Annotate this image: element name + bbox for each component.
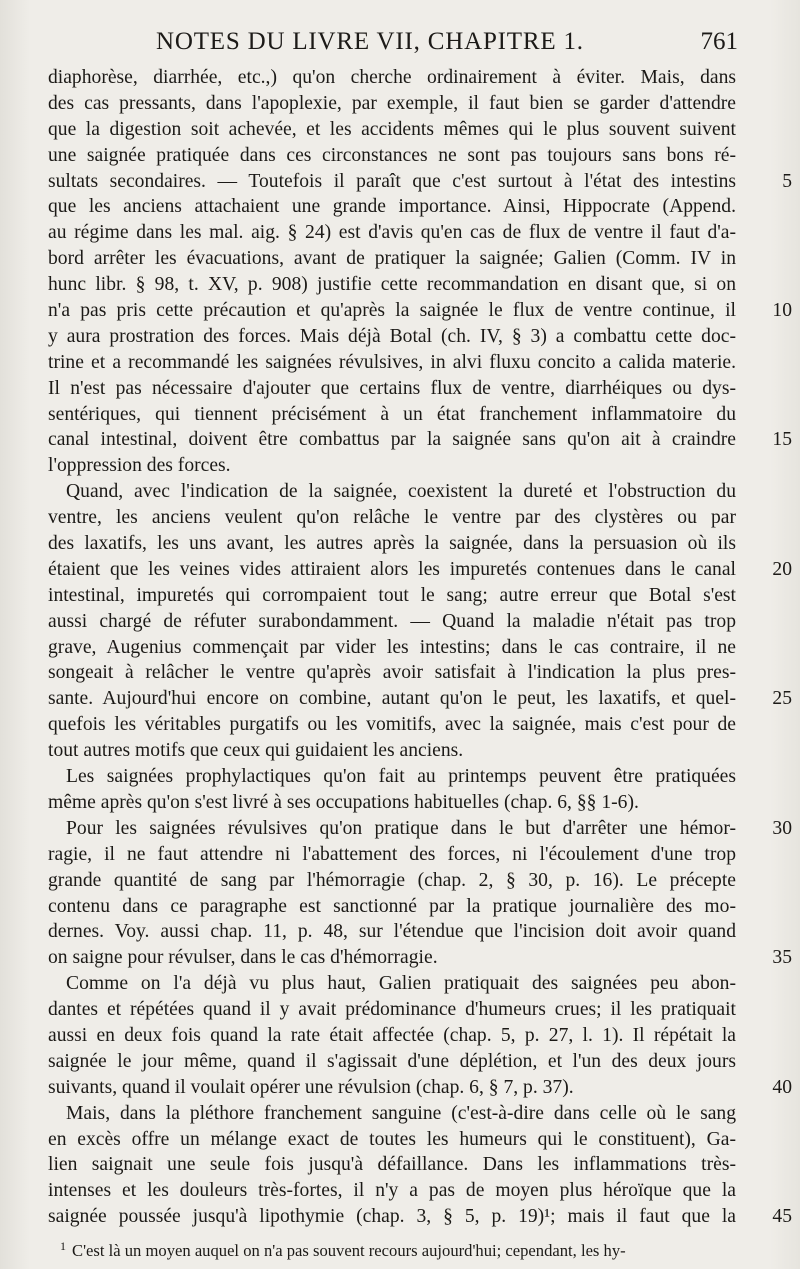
- line-text: dernes. Voy. aussi chap. 11, p. 48, sur l'étendue que l'incision doit avoir quand: [48, 921, 736, 943]
- line-text: quefois les véritables purgatifs ou les vomitifs, avec la saignée, mais c'est pour de: [48, 714, 736, 736]
- text-line: [48, 194, 736, 220]
- text-line: [48, 712, 736, 738]
- line-text: grave, Augenius commençait par vider les intestins; dans le cas contraire, il ne: [48, 636, 736, 658]
- line-text: des cas pressants, dans l'apoplexie, par exemple, il faut bien se garder d'attendre: [48, 92, 736, 114]
- text-line: [48, 816, 792, 842]
- text-line: [48, 479, 736, 505]
- text-line: [48, 660, 736, 686]
- line-text: saignée poussée jusqu'à lipothymie (chap. 3, § 5, p. 19)¹; mais il faut que la: [48, 1206, 736, 1228]
- text-line: [48, 1101, 736, 1127]
- text-line: [48, 738, 736, 764]
- text-line: [48, 272, 736, 298]
- line-text: aussi chargé de réfuter surabondamment. — Quand la maladie n'était pas trop: [48, 610, 736, 632]
- text-line: [48, 350, 736, 376]
- line-text: bord arrêter les évacuations, avant de pratiquer la saignée; Galien (Comm. IV in: [48, 248, 736, 270]
- text-line: [48, 1178, 736, 1204]
- text-line: [48, 842, 736, 868]
- line-text: Pour les saignées révulsives qu'on pratique dans le but d'arrêter une hémor-: [66, 817, 736, 839]
- text-line: [48, 376, 736, 402]
- line-number: 5: [782, 170, 792, 192]
- line-number: 45: [772, 1206, 792, 1228]
- text-line: [48, 583, 736, 609]
- body-text: [48, 65, 792, 1261]
- line-text: que les anciens attachaient une grande importance. Ainsi, Hippocrate (Append.: [48, 196, 736, 218]
- text-line: [48, 65, 736, 91]
- text-line: [48, 1152, 736, 1178]
- footnote: [48, 1234, 736, 1261]
- text-line: [48, 169, 792, 195]
- line-text: intenses et les douleurs très-fortes, il n'y a pas de moyen plus héroïque que la: [48, 1180, 736, 1202]
- text-line: [48, 1204, 792, 1230]
- line-text: intestinal, impuretés qui corrompaient tout le sang; autre erreur que Botal s'est: [48, 584, 736, 606]
- line-text: ventre, les anciens veulent qu'on relâche le ventre par des clystères ou par: [48, 507, 736, 529]
- line-text: tout autres motifs que ceux qui guidaient les anciens.: [48, 740, 464, 762]
- text-line: [48, 635, 736, 661]
- line-text: même après qu'on s'est livré à ses occupations habituelles (chap. 6, §§ 1-6).: [48, 791, 639, 813]
- text-line: [48, 246, 736, 272]
- text-line: [48, 402, 736, 428]
- line-text: Les saignées prophylactiques qu'on fait au printemps peuvent être pratiquées: [66, 766, 736, 788]
- text-line: [48, 324, 736, 350]
- text-line: [48, 453, 736, 479]
- page-number: 761: [700, 28, 738, 55]
- line-text: Comme on l'a déjà vu plus haut, Galien pratiquait des saignées peu abon-: [66, 973, 736, 995]
- line-text: songeait à relâcher le ventre qu'après avoir satisfait à l'indication la plus pres-: [48, 662, 736, 684]
- text-line: [48, 997, 736, 1023]
- line-number: 15: [772, 429, 792, 451]
- page-header: [0, 24, 800, 64]
- text-line: [48, 143, 736, 169]
- line-text: que la digestion soit achevée, et les accidents mêmes qui le plus souvent suivent: [48, 118, 736, 140]
- line-text: sentériques, qui tiennent précisément à un état franchement inflammatoire du: [48, 403, 736, 425]
- line-text: sultats secondaires. — Toutefois il paraît que c'est surtout à l'état des intestins: [48, 170, 736, 192]
- footnote-text: C'est là un moyen auquel on n'a pas souvent recours aujourd'hui; cependant, les hy-: [72, 1241, 626, 1261]
- text-line: [48, 868, 736, 894]
- text-line: [48, 298, 792, 324]
- text-line: [48, 117, 736, 143]
- line-text: Quand, avec l'indication de la saignée, coexistent la dureté et l'obstruction du: [66, 481, 736, 503]
- line-number: 35: [772, 947, 792, 969]
- line-text: ragie, il ne faut attendre ni l'abattement des forces, ni l'écoulement d'une trop: [48, 843, 736, 865]
- line-text: dantes et répétées quand il y avait prédominance d'humeurs crues; il les pratiquait: [48, 999, 736, 1021]
- line-text: contenu dans ce paragraphe est sanctionné par la pratique journalière des mo-: [48, 895, 736, 917]
- text-line: [48, 945, 792, 971]
- line-text: hunc libr. § 98, t. XV, p. 908) justifie cette recommandation en disant que, si on: [48, 274, 736, 296]
- line-text: n'a pas pris cette précaution et qu'après la saignée le flux de ventre continue, il: [48, 300, 736, 322]
- text-line: [48, 505, 736, 531]
- text-line: [48, 919, 736, 945]
- text-line: [48, 427, 792, 453]
- text-line: [48, 531, 736, 557]
- line-text: Mais, dans la pléthore franchement sanguine (c'est-à-dire dans celle où le sang: [66, 1102, 736, 1124]
- footnote-mark: 1: [60, 1239, 66, 1254]
- line-text: au régime dans les mal. aig. § 24) est d'avis qu'en cas de flux de ventre il faut d'a-: [48, 222, 736, 244]
- text-line: [48, 971, 736, 997]
- text-line: [48, 557, 792, 583]
- line-text: y aura prostration des forces. Mais déjà Botal (ch. IV, § 3) a combattu cette doc-: [48, 325, 736, 347]
- text-line: [48, 686, 792, 712]
- line-text: Il n'est pas nécessaire d'ajouter que certains flux de ventre, diarrhéiques ou dys-: [48, 377, 736, 399]
- text-line: [48, 1075, 792, 1101]
- line-text: lien saignait une seule fois jusqu'à défaillance. Dans les inflammations très-: [48, 1154, 736, 1176]
- line-text: canal intestinal, doivent être combattus par la saignée sans qu'on ait à craindre: [48, 429, 736, 451]
- line-text: aussi en deux fois quand la rate était affectée (chap. 5, p. 27, l. 1). Il répétait la: [48, 1024, 736, 1046]
- text-line: [48, 1049, 736, 1075]
- text-line: [48, 790, 736, 816]
- line-number: 10: [772, 300, 792, 322]
- line-text: étaient que les veines vides attiraient alors les impuretés contenues dans le canal: [48, 558, 736, 580]
- line-number: 25: [772, 688, 792, 710]
- line-text: trine et a recommandé les saignées révulsives, in alvi fluxu concito a calida materie.: [48, 351, 736, 373]
- line-text: une saignée pratiquée dans ces circonstances ne sont pas toujours sans bons ré-: [48, 144, 736, 166]
- text-line: [48, 764, 736, 790]
- text-line: [48, 894, 736, 920]
- line-text: diaphorèse, diarrhée, etc.,) qu'on cherche ordinairement à éviter. Mais, dans: [48, 67, 736, 88]
- running-head: NOTES DU LIVRE VII, CHAPITRE 1.: [156, 28, 584, 55]
- line-text: l'oppression des forces.: [48, 455, 231, 477]
- line-text: on saigne pour révulser, dans le cas d'hémorragie.: [48, 947, 438, 969]
- line-text: en excès offre un mélange exact de toutes les humeurs qui le constituent), Ga-: [48, 1128, 736, 1150]
- text-line: [48, 1127, 736, 1153]
- line-text: grande quantité de sang par l'hémorragie (chap. 2, § 30, p. 16). Le précepte: [48, 869, 736, 891]
- line-number: 30: [772, 817, 792, 839]
- text-line: [48, 1023, 736, 1049]
- line-text: sante. Aujourd'hui encore on combine, autant qu'on le peut, les laxatifs, et quel-: [48, 688, 736, 710]
- text-line: [48, 609, 736, 635]
- line-number: 20: [772, 558, 792, 580]
- line-text: suivants, quand il voulait opérer une révulsion (chap. 6, § 7, p. 37).: [48, 1076, 574, 1098]
- text-line: [48, 220, 736, 246]
- line-text: saignée le jour même, quand il s'agissait d'une déplétion, et l'un des deux jours: [48, 1050, 736, 1072]
- line-text: des laxatifs, les uns avant, les autres après la saignée, dans la persuasion où ils: [48, 533, 736, 555]
- line-number: 40: [772, 1076, 792, 1098]
- text-line: [48, 91, 736, 117]
